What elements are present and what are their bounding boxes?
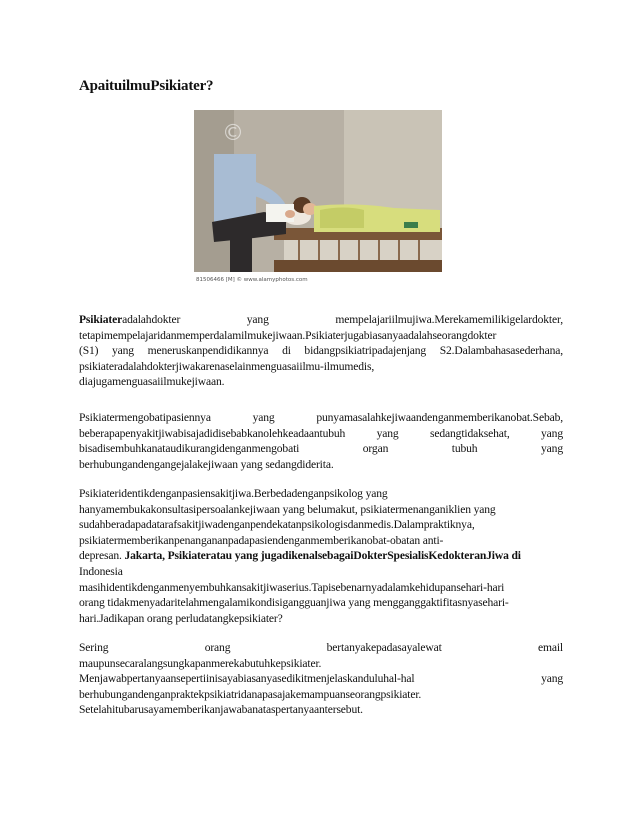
paragraph-4 — [79, 640, 563, 718]
paragraph-line: diajugamenguasaiilmukejiwaan. — [79, 375, 225, 389]
paragraph-line: Psikiateridentikdenganpasiensakitjiwa.Berbedadenganpsikolog yang — [79, 487, 388, 500]
paragraph-line: Indonesia — [79, 564, 123, 578]
paragraph-line: Sering orang bertanyakepadasayalewat email — [79, 641, 563, 654]
paragraph-line: Menjawabpertanyaansepertiinisayabiasanyasedikitmenjelaskanduluhal-hal yang — [79, 672, 563, 686]
paragraph-line: sudahberadapadatarafsakitjiwadenganpendekatanpsikologisdanmedis.Dalampraktiknya, — [79, 518, 475, 532]
doctor-shirt — [214, 154, 256, 224]
paragraph-line: Setelahitubarusayamemberikanjawabanataspertanyaantersebut. — [79, 703, 363, 717]
paragraph-3 — [79, 486, 563, 626]
jakarta-bold: Jakarta, — [124, 549, 165, 563]
paragraph-line: maupunsecaralangsungkapanmerekabutuhkepsikiater. — [79, 656, 322, 670]
bold-phrase: Psikiateratau yang jugadikenalsebagaiDokterSpesialisKedokteranJiwa di — [164, 549, 521, 563]
paragraph-line: berhubungandengangejalakejiwaan yang sedangdiderita. — [79, 457, 334, 471]
paragraph-line: masihidentikdenganmenyembuhkansakitjiwaserius.Tapisebenarnyadalamkehidupansehari-hari — [79, 580, 505, 594]
paragraph-line: tetapimempelajaridanmemperdalamilmukejiwaan.Psikiaterjugabiasanyaadalahseorangdokter — [79, 328, 497, 342]
paragraph-line: psikiateradalahdokterjiwakarenaselainmenguasaiilmu-ilmumedis, — [79, 359, 375, 373]
psikiater-term: Psikiater — [79, 313, 123, 326]
paragraph-line: hanyamembukakonsultasipersoalankejiwaan yang belumakut, psikiatermenanganiklien yang — [79, 502, 496, 516]
paragraph-line: bisadisembuhkanataudikurangidenganmengobati organ tubuh yang — [79, 442, 563, 456]
page-title: ApaituilmuPsikiater? — [79, 78, 214, 94]
photo-watermark: © — [222, 121, 244, 146]
paragraph-line: depresan. Jakarta, Psikiateratau yang jugadikenalsebagaiDokterSpesialisKedokteranJiwa di — [79, 549, 521, 563]
paragraph-line: Psikiateradalahdokter yang mempelajariilmujiwa.Merekamemilikigelardokter, — [79, 313, 563, 326]
paragraph-line: orang tidakmenyadaritelahmengalamikondisigangguanjiwa yang mengganggaktifitasnyasehari- — [79, 596, 509, 610]
paragraph-1 — [79, 312, 563, 390]
paragraph-line: berhubungandenganpraktekpsikiatridanapasajakemampuanseorangpsikiater. — [79, 687, 422, 701]
paragraph-2 — [79, 410, 563, 472]
photo-caption: 81506466 [M] © www.alamyphotos.com — [196, 277, 308, 283]
psychiatry-session-photo — [194, 110, 442, 286]
paragraph-line: psikiatermemberikanpenangananpadapasiendenganmemberikanobat-obatan anti- — [79, 533, 444, 547]
paragraph-line: (S1) yang meneruskanpendidikannya di bidangpsikiatripadajenjang S2.Dalambahasasederhana, — [79, 344, 563, 358]
paragraph-line: Psikiatermengobatipasiennya yang punyamasalahkejiwaandenganmemberikanobat.Sebab, — [79, 411, 563, 424]
paragraph-line: hari.Jadikapan orang perludatangkepsikiater? — [79, 611, 283, 625]
paragraph-line: beberapapenyakitjiwabisajadidisebabkanolehkeadaantubuh yang sedangtidaksehat, yang — [79, 426, 563, 440]
